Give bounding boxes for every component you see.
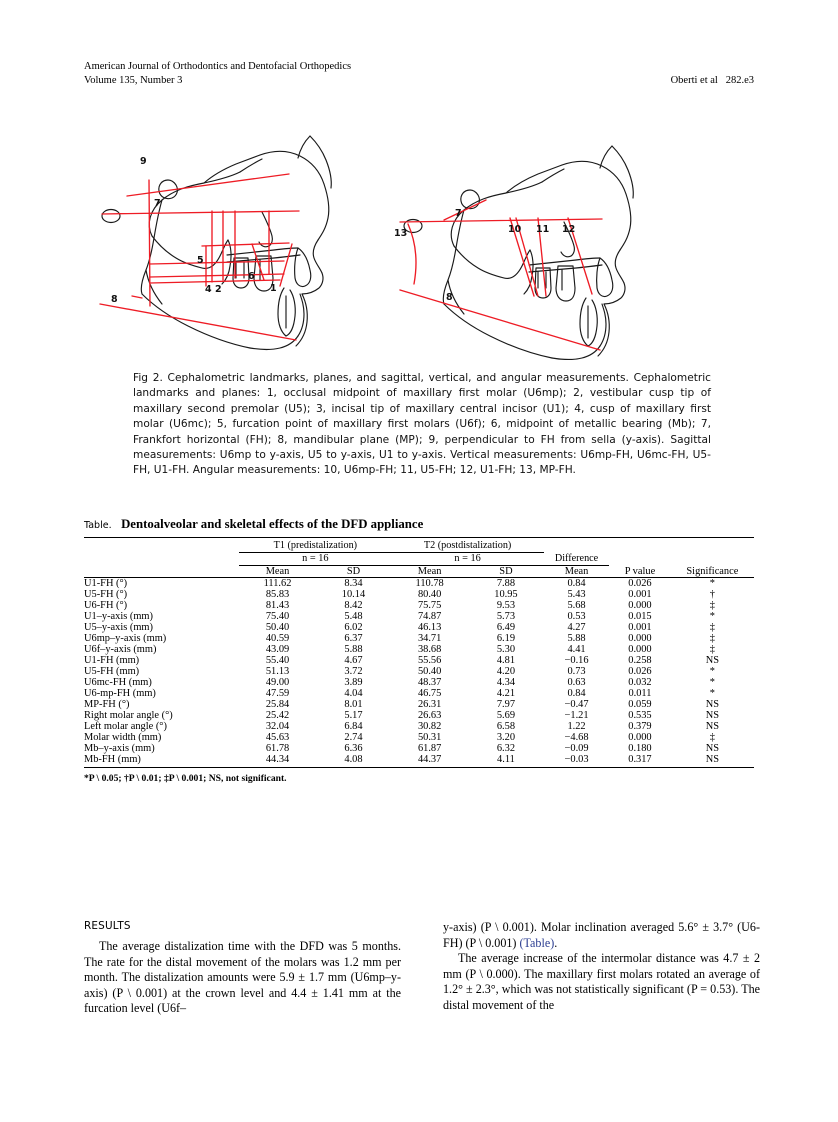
cell-diff-mean: 4.41 [567, 644, 586, 655]
author-citation: Oberti et al [670, 75, 718, 86]
cell-t2-mean: 74.87 [417, 611, 442, 622]
figure-label-12: 12 [562, 224, 576, 235]
table-row [84, 600, 754, 611]
group-header-t1: T1 (predistalization) [273, 540, 358, 551]
table-row [84, 710, 754, 721]
cell-t1-sd: 4.67 [344, 655, 363, 666]
cell-t2-sd: 4.34 [496, 677, 516, 688]
table-row [84, 688, 754, 699]
row-label: Left molar angle (°) [84, 721, 167, 732]
figure-2-image [84, 128, 754, 360]
cell-significance: * [709, 611, 715, 622]
table-footnote [84, 772, 754, 785]
figure-label-8-right: 8 [446, 292, 453, 303]
cell-t2-sd: 9.53 [496, 600, 516, 611]
cell-t2-mean: 50.31 [417, 732, 442, 743]
body-columns [84, 920, 760, 1017]
cell-t1-sd: 6.02 [344, 622, 363, 633]
cell-t2-mean: 46.13 [417, 622, 442, 633]
cell-t1-sd: 4.04 [344, 688, 363, 699]
table-row [84, 732, 754, 743]
cell-diff-mean: 0.73 [567, 666, 586, 677]
table-row [84, 578, 754, 590]
cell-t2-sd: 4.20 [496, 666, 516, 677]
cell-t2-sd: 6.32 [496, 743, 516, 754]
journal-title: American Journal of Orthodontics and Dentofacial Orthopedics [84, 61, 352, 72]
cell-t1-mean: 44.34 [265, 754, 290, 765]
figure-label-11: 11 [536, 224, 550, 235]
group-header-t2: T2 (postdistalization) [423, 540, 512, 551]
page-number: 282.e3 [725, 75, 754, 86]
cell-p-value: 0.000 [628, 633, 652, 644]
cell-p-value: 0.001 [628, 589, 652, 600]
cell-significance: † [709, 589, 715, 600]
cell-t1-mean: 61.78 [265, 743, 290, 754]
cell-t2-mean: 80.40 [417, 589, 442, 600]
row-label: U6mp–y-axis (mm) [84, 633, 167, 644]
cell-diff-mean: −0.09 [564, 743, 589, 754]
results-table-block [84, 516, 754, 785]
results-paragraph-right-2: The average increase of the intermolar distance was 4.7 ± 2 mm (P \ 0.000). The maxillary first molars rotated an average of 1.2° ± 2.3°, which was not statistically significant (P = 0.53). The distal movement of the [443, 951, 760, 1012]
col-header-t2-sd: SD [468, 566, 544, 578]
cell-t1-mean: 49.00 [265, 677, 290, 688]
cell-p-value: 0.011 [628, 688, 652, 699]
results-table-body [84, 578, 754, 766]
table-row [84, 655, 754, 666]
col-header-t1-mean: Mean [239, 566, 315, 578]
cell-p-value: 0.000 [628, 644, 652, 655]
table-label: Table. [84, 520, 112, 531]
cell-t1-sd: 2.74 [344, 732, 363, 743]
table-row [84, 677, 754, 688]
cell-t1-mean: 32.04 [265, 721, 290, 732]
cell-t1-sd: 10.14 [341, 589, 366, 600]
cell-significance: NS [705, 721, 720, 732]
table-group-header-row [84, 540, 754, 551]
cell-t2-sd: 4.11 [497, 754, 515, 765]
cell-t2-sd: 4.21 [496, 688, 516, 699]
table-row [84, 644, 754, 655]
section-heading-results: RESULTS [84, 920, 131, 932]
cell-t2-sd: 3.20 [496, 732, 516, 743]
cell-significance: ‡ [709, 732, 715, 743]
cell-diff-mean: −0.03 [564, 754, 589, 765]
cell-t1-mean: 25.42 [265, 710, 290, 721]
cell-t1-sd: 4.08 [344, 754, 363, 765]
cell-t2-sd: 6.19 [496, 633, 516, 644]
cell-t1-mean: 25.84 [265, 699, 290, 710]
footnote-text: *P \ 0.05; †P \ 0.01; ‡P \ 0.001; NS, not significant. [84, 773, 287, 784]
cell-diff-mean: −0.47 [564, 699, 589, 710]
cell-p-value: 0.317 [628, 754, 652, 765]
cell-t1-mean: 81.43 [265, 600, 290, 611]
group-header-difference: Difference [554, 552, 599, 564]
running-head-right [660, 60, 754, 102]
row-label: U6-mp-FH (mm) [84, 688, 156, 699]
table-row [84, 754, 754, 765]
cell-t2-sd: 5.30 [496, 644, 516, 655]
cell-significance: NS [705, 699, 720, 710]
running-head [84, 60, 754, 102]
table-row [84, 699, 754, 710]
cell-significance: * [709, 688, 715, 699]
col-header-t1-sd: SD [316, 566, 392, 578]
left-column [84, 920, 401, 1017]
cell-diff-mean: 5.68 [567, 600, 586, 611]
table-row [84, 666, 754, 677]
cell-t2-sd: 4.81 [496, 655, 516, 666]
row-label: U5-FH (°) [84, 589, 128, 600]
table-title-text: Dentoalveolar and skeletal effects of the DFD appliance [121, 517, 424, 531]
cell-t2-mean: 34.71 [417, 633, 442, 644]
cell-t1-mean: 75.40 [265, 611, 290, 622]
cell-significance: ‡ [709, 600, 715, 611]
table-n-row [84, 553, 754, 565]
figure-label-4: 4 [205, 284, 212, 295]
cell-t2-sd: 10.95 [494, 589, 518, 600]
row-label: U5-FH (mm) [84, 666, 140, 677]
cell-p-value: 0.000 [628, 732, 652, 743]
cell-t2-mean: 46.75 [417, 688, 442, 699]
cell-t1-sd: 6.84 [344, 721, 363, 732]
cell-diff-mean: −1.21 [564, 710, 589, 721]
cell-significance: ‡ [709, 644, 715, 655]
cell-diff-mean: 0.63 [567, 677, 586, 688]
col-header-significance: Significance [671, 566, 754, 578]
row-label: U6-FH (°) [84, 600, 128, 611]
row-label: Right molar angle (°) [84, 710, 173, 721]
cell-t2-sd: 7.88 [496, 578, 516, 589]
figure-label-10: 10 [508, 224, 522, 235]
sample-size-t2: n = 16 [454, 553, 481, 564]
figure-label-7-right: 7 [455, 208, 462, 219]
figure-label-9: 9 [140, 156, 147, 167]
cell-t1-sd: 5.17 [344, 710, 363, 721]
row-label: U1–y-axis (mm) [84, 611, 153, 622]
cell-t1-mean: 43.09 [265, 644, 290, 655]
cell-t2-mean: 55.56 [417, 655, 442, 666]
cell-t1-sd: 3.89 [344, 677, 363, 688]
cell-significance: * [709, 666, 715, 677]
cell-t1-mean: 85.83 [265, 589, 290, 600]
cell-t1-mean: 40.59 [265, 633, 290, 644]
figure-label-5: 5 [197, 255, 204, 266]
row-label: U1-FH (°) [84, 578, 128, 589]
cell-p-value: 0.535 [628, 710, 652, 721]
cell-p-value: 0.000 [628, 600, 652, 611]
cell-t1-sd: 8.42 [344, 600, 363, 611]
cell-diff-mean: −4.68 [564, 732, 589, 743]
figure-2-caption: Fig 2. Cephalometric landmarks, planes, and sagittal, vertical, and angular measurements. Cephalometric landmarks and planes: 1, occlusal midpoint of maxillary first molar (U6mp); 2, vestibular cusp tip of maxillary second premolar (U5); 3, incisal tip of maxillary central incisor (U1); 4, cusp of maxillary first molar (U6mc); 5, furcation point of maxillary first molars (U6f); 6, midpoint of metallic bearing (Mb); 7, Frankfort horizontal (FH); 8, mandibular plane (MP); 9, perpendicular to FH from sella (y-axis). Sagittal measurements: U6mp to y-axis, U5 to y-axis, U1 to y-axis. Vertical measurements: U6mp-FH, U6mc-FH, U5-FH, U1-FH. Angular measurements: 10, U6mp-FH; 11, U5-FH; 12, U1-FH; 13, MP-FH. [133, 372, 711, 477]
cell-p-value: 0.026 [628, 578, 652, 589]
cell-significance: ‡ [709, 633, 715, 644]
cell-diff-mean: 5.43 [567, 589, 586, 600]
cell-diff-mean: 0.53 [567, 611, 586, 622]
row-label: U1-FH (mm) [84, 655, 140, 666]
cell-diff-mean: 4.27 [567, 622, 586, 633]
table-row [84, 633, 754, 644]
running-head-left [84, 60, 351, 88]
cell-t2-mean: 44.37 [417, 754, 442, 765]
cell-t2-mean: 75.75 [417, 600, 442, 611]
cell-t1-mean: 47.59 [265, 688, 290, 699]
cell-t2-sd: 5.73 [496, 611, 516, 622]
cell-diff-mean: −0.16 [564, 655, 589, 666]
cell-t1-sd: 8.01 [344, 699, 363, 710]
figure-label-2: 2 [215, 284, 222, 295]
row-label: U6f–y-axis (mm) [84, 644, 157, 655]
figure-label-7-left: 7 [154, 198, 161, 209]
cell-t1-sd: 6.36 [344, 743, 363, 754]
table-row [84, 721, 754, 732]
cell-significance: NS [705, 743, 720, 754]
cell-t1-sd: 6.37 [344, 633, 363, 644]
results-paragraph-left: The average distalization time with the DFD was 5 months. The rate for the distal movement of the molars was 1.2 mm per month. The distalization amounts were 5.9 ± 1.7 mm (U6mp–y-axis) (P \ 0.001) at the crown level and 4.4 ± 1.41 mm at the furcation level (U6f– [84, 939, 401, 1016]
figure-label-8-left: 8 [111, 294, 118, 305]
cell-p-value: 0.059 [628, 699, 652, 710]
table-row [84, 743, 754, 754]
cell-t2-sd: 6.49 [496, 622, 516, 633]
results-paragraph-right-1 [443, 920, 760, 951]
sample-size-t1: n = 16 [302, 553, 329, 564]
figure-label-13: 13 [394, 228, 408, 239]
cell-t1-mean: 111.62 [263, 578, 292, 589]
right-column [443, 920, 760, 1017]
table-bottom-rule [84, 765, 754, 768]
row-label: Mb-FH (mm) [84, 754, 141, 765]
right-para-1-post: . [554, 935, 558, 950]
cell-t2-mean: 26.31 [417, 699, 442, 710]
cell-t1-sd: 5.88 [344, 644, 363, 655]
cell-t1-mean: 45.63 [265, 732, 290, 743]
cell-t1-mean: 50.40 [265, 622, 290, 633]
cell-significance: NS [705, 754, 720, 765]
cell-t2-sd: 6.58 [496, 721, 516, 732]
cell-p-value: 0.032 [628, 677, 652, 688]
table-cross-reference-link[interactable]: (Table) [519, 935, 555, 950]
table-row [84, 622, 754, 633]
cell-t2-mean: 48.37 [417, 677, 442, 688]
cell-p-value: 0.258 [628, 655, 652, 666]
col-header-diff-mean: Mean [544, 566, 609, 578]
cell-diff-mean: 0.84 [567, 688, 586, 699]
cell-diff-mean: 5.88 [567, 633, 586, 644]
row-label: U6mc-FH (mm) [84, 677, 152, 688]
row-label: MP-FH (°) [84, 699, 130, 710]
cell-p-value: 0.379 [628, 721, 652, 732]
row-label: U5–y-axis (mm) [84, 622, 153, 633]
cell-t2-mean: 110.78 [415, 578, 444, 589]
cell-t1-sd: 5.48 [344, 611, 363, 622]
cell-p-value: 0.180 [628, 743, 652, 754]
row-label: Molar width (mm) [84, 732, 162, 743]
cell-t2-sd: 5.69 [496, 710, 516, 721]
cell-t2-mean: 38.68 [417, 644, 442, 655]
cell-significance: ‡ [709, 622, 715, 633]
figure-label-6: 6 [248, 271, 255, 282]
cell-significance: NS [705, 710, 720, 721]
volume-issue: Volume 135, Number 3 [84, 75, 183, 86]
table-title [84, 516, 754, 534]
cell-p-value: 0.026 [628, 666, 652, 677]
col-header-t2-mean: Mean [391, 566, 468, 578]
cell-t2-mean: 61.87 [417, 743, 442, 754]
table-row [84, 611, 754, 622]
right-para-1-pre: y-axis) (P \ 0.001). Molar inclination averaged 5.6° ± 3.7° (U6-FH) (P \ 0.001) [443, 920, 760, 950]
cell-diff-mean: 0.84 [567, 578, 586, 589]
cell-t2-mean: 26.63 [417, 710, 442, 721]
cell-t1-mean: 51.13 [265, 666, 290, 677]
cell-diff-mean: 1.22 [567, 721, 586, 732]
cell-p-value: 0.015 [628, 611, 652, 622]
table-row [84, 589, 754, 600]
col-header-p-value: P value [609, 566, 671, 578]
cell-significance: * [709, 677, 715, 688]
results-table [84, 537, 754, 768]
cell-t1-sd: 8.34 [344, 578, 363, 589]
cell-t1-mean: 55.40 [265, 655, 290, 666]
cephalometric-tracings-svg [84, 128, 754, 360]
table-column-header-row [84, 566, 754, 578]
cell-t1-sd: 3.72 [344, 666, 363, 677]
cell-t2-sd: 7.97 [496, 699, 516, 710]
cell-p-value: 0.001 [628, 622, 652, 633]
cell-t2-mean: 30.82 [417, 721, 442, 732]
figure-label-1: 1 [270, 283, 277, 294]
cell-t2-mean: 50.40 [417, 666, 442, 677]
cell-significance: NS [705, 655, 720, 666]
cell-significance: * [709, 578, 715, 589]
row-label: Mb–y-axis (mm) [84, 743, 155, 754]
